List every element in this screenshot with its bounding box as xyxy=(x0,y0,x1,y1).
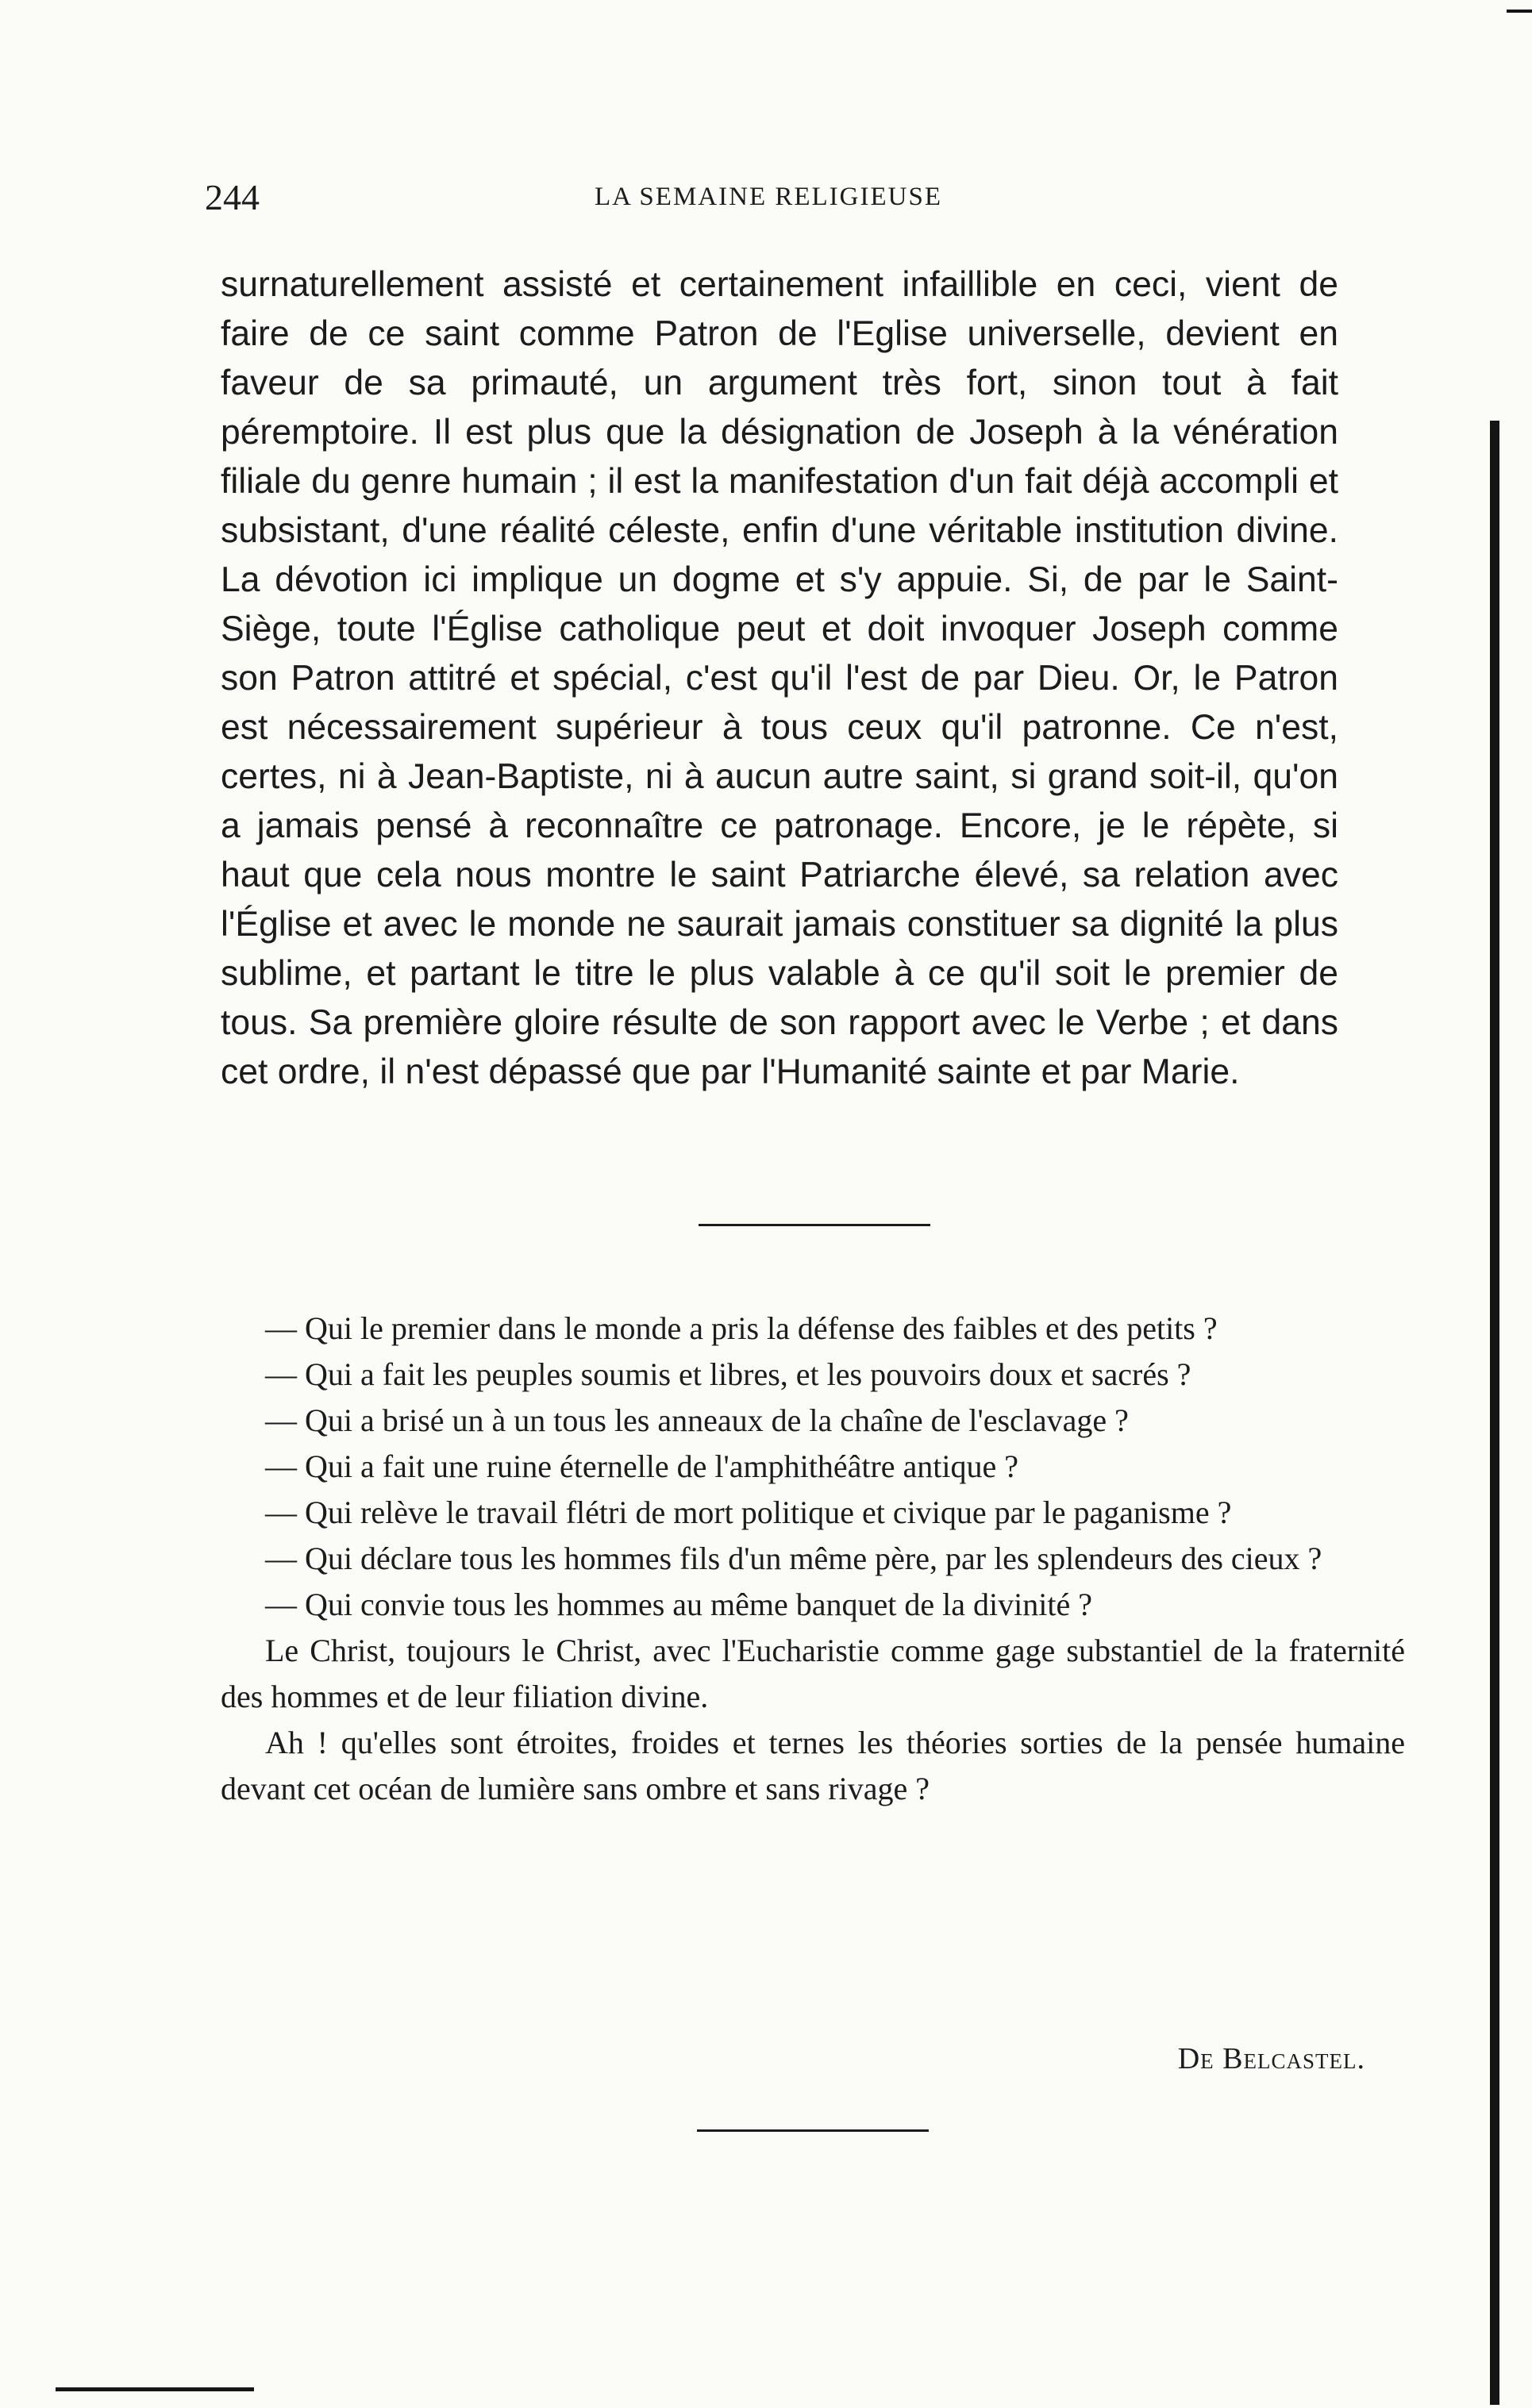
author-signature: De Belcastel. xyxy=(1177,2042,1365,2075)
article-paragraph: surnaturellement assisté et certainement infaillible en ceci, vient de faire de ce saint comme Patron de l'Eglise universelle, devient en faveur de sa primauté, un argument très fort, sinon tout à fait péremptoire. Il est plus que la désignation de Joseph à la vénération filiale du genre humain ; il est la manifestation d'un fait déjà accompli et subsistant, d'une réalité céleste, enfin d'une véritable institution divine. La dévotion ici implique un dogme et s'y appuie. Si, de par le Saint-Siège, toute l'Église catholique peut et doit invoquer Joseph comme son Patron attitré et spécial, c'est qu'il l'est de par Dieu. Or, le Patron est nécessairement supérieur à tous ceux qu'il patronne. Ce n'est, certes, ni à Jean-Baptiste, ni à aucun autre saint, si grand soit-il, qu'on a jamais pensé à reconnaître ce patronage. Encore, je le répète, si haut que cela nous montre le saint Patriarche élevé, sa relation avec l'Église et avec le monde ne saurait jamais constituer sa dignité la plus sublime, et partant le titre le plus valable à ce qu'il soit le premier de tous. Sa première gloire résulte de son rapport avec le Verbe ; et dans cet ordre, il n'est dépassé que par l'Humanité sainte et par Marie. xyxy=(221,265,1338,1091)
end-divider xyxy=(697,2129,929,2132)
quote-line: — Qui relève le travail flétri de mort politique et civique par le paganisme ? xyxy=(265,1494,1232,1530)
scan-edge-shadow xyxy=(1490,421,1499,2405)
quote-closing: Ah ! qu'elles sont étroites, froides et ternes les théories sorties de la pensée humaine devant cet océan de lumière sans ombre et sans rivage ? xyxy=(221,1725,1405,1806)
scan-corner-mark xyxy=(1507,10,1532,13)
quote-line: — Qui a fait les peuples soumis et libres, et les pouvoirs doux et sacrés ? xyxy=(265,1356,1191,1392)
quote-answer: Le Christ, toujours le Christ, avec l'Eucharistie comme gage substantiel de la fraternité des hommes et de leur filiation divine. xyxy=(221,1633,1405,1714)
scan-bottom-mark xyxy=(56,2387,254,2391)
quote-line: — Qui convie tous les hommes au même banquet de la divinité ? xyxy=(265,1587,1092,1622)
quoted-passage xyxy=(221,1306,1405,1812)
quote-line: — Qui a fait une ruine éternelle de l'amphithéâtre antique ? xyxy=(265,1448,1019,1484)
page-header xyxy=(205,176,1332,224)
quote-line: — Qui le premier dans le monde a pris la défense des faibles et des petits ? xyxy=(265,1310,1218,1346)
article-body xyxy=(221,260,1338,1097)
running-title: LA SEMAINE RELIGIEUSE xyxy=(595,183,942,211)
quote-line: — Qui a brisé un à un tous les anneaux de la chaîne de l'esclavage ? xyxy=(265,1402,1129,1438)
section-divider xyxy=(699,1224,930,1226)
quote-line: — Qui déclare tous les hommes fils d'un même père, par les splendeurs des cieux ? xyxy=(265,1541,1322,1576)
page-number: 244 xyxy=(205,177,260,217)
